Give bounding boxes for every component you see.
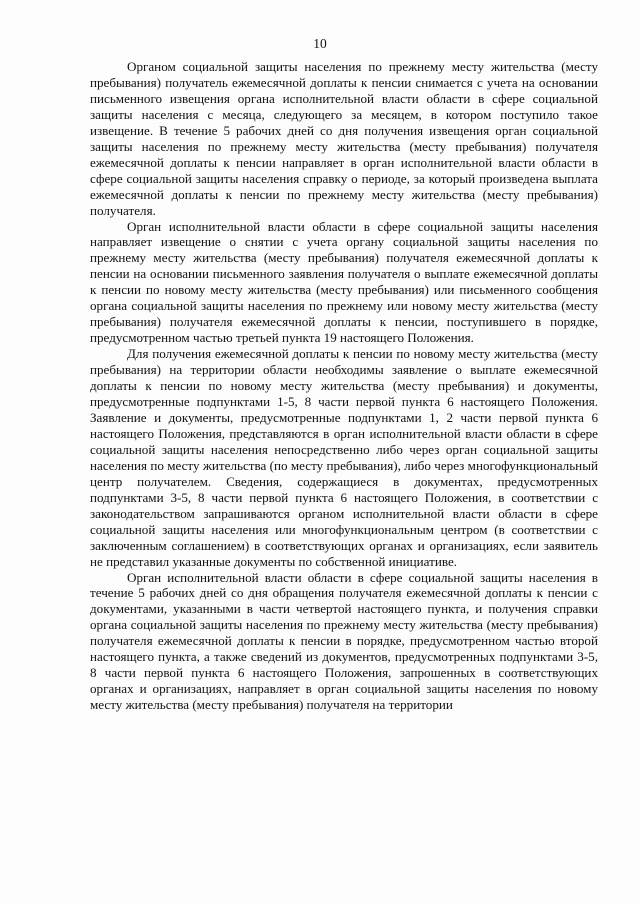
document-body xyxy=(90,59,598,713)
paragraph: Органом социальной защиты населения по прежнему месту жительства (месту пребывания) получатель ежемесячной доплаты к пенсии снимается с учета на основании письменного извещения органа исполнительной власти области в сфере социальной защиты населения с месяца, следующего за месяцем, в котором поступило такое извещение. В течение 5 рабочих дней со дня получения извещения орган социальной защиты населения по прежнему месту жительства (месту пребывания) получателя ежемесячной доплаты к пенсии направляет в орган исполнительной власти области в сфере социальной защиты населения справку о периоде, за который произведена выплата ежемесячной доплаты к пенсии по прежнему месту жительства (месту пребывания) получателя. xyxy=(90,59,598,218)
paragraph: Для получения ежемесячной доплаты к пенсии по новому месту жительства (месту пребывания) на территории области необходимы заявление о выплате ежемесячной доплаты к пенсии по новому месту жительства (месту пребывания) и документы, предусмотренные подпунктами 1-5, 8 части первой пункта 6 настоящего Положения. Заявление и документы, предусмотренные подпунктами 1, 2 части первой пункта 6 настоящего Положения, представляются в орган исполнительной власти области в сфере социальной защиты населения непосредственно либо через орган социальной защиты населения по месту жительства (по месту пребывания), либо через многофункциональный центр получателем. Сведения, содержащиеся в документах, предусмотренных подпунктами 3-5, 8 части первой пункта 6 настоящего Положения, в соответствии с законодательством запрашиваются органом исполнительной власти области в сфере социальной защиты населения или многофункциональным центром (в соответствии с заключенным соглашением) в соответствующих органах и организациях, если заявитель не представил указанные документы по собственной инициативе. xyxy=(90,346,598,569)
paragraph: Орган исполнительной власти области в сфере социальной защиты населения направляет извещение о снятии с учета органу социальной защиты населения по прежнему месту жительства (месту пребывания) получателя ежемесячной доплаты к пенсии на основании письменного заявления получателя о выплате ежемесячной доплаты к пенсии по новому месту жительства (месту пребывания) или письменного сообщения органа социальной защиты населения по прежнему или новому месту жительства (месту пребывания) получателя ежемесячной доплаты к пенсии, поступившего в порядке, предусмотренном частью третьей пункта 19 настоящего Положения. xyxy=(90,218,598,346)
page-number: 10 xyxy=(313,36,327,51)
paragraph: Орган исполнительной власти области в сфере социальной защиты населения в течение 5 рабочих дней со дня обращения получателя ежемесячной доплаты к пенсии с документами, указанными в части четвертой настоящего пункта, и получения справки органа социальной защиты населения по прежнему месту жительства (месту пребывания) получателя ежемесячной доплаты к пенсии в порядке, предусмотренном частью второй настоящего пункта, а также сведений из документов, предусмотренных подпунктами 3-5, 8 части первой пункта 6 настоящего Положения, запрошенных в соответствующих органах и организациях, направляет в орган социальной защиты населения по новому месту жительства (месту пребывания) получателя на территории xyxy=(90,569,598,713)
